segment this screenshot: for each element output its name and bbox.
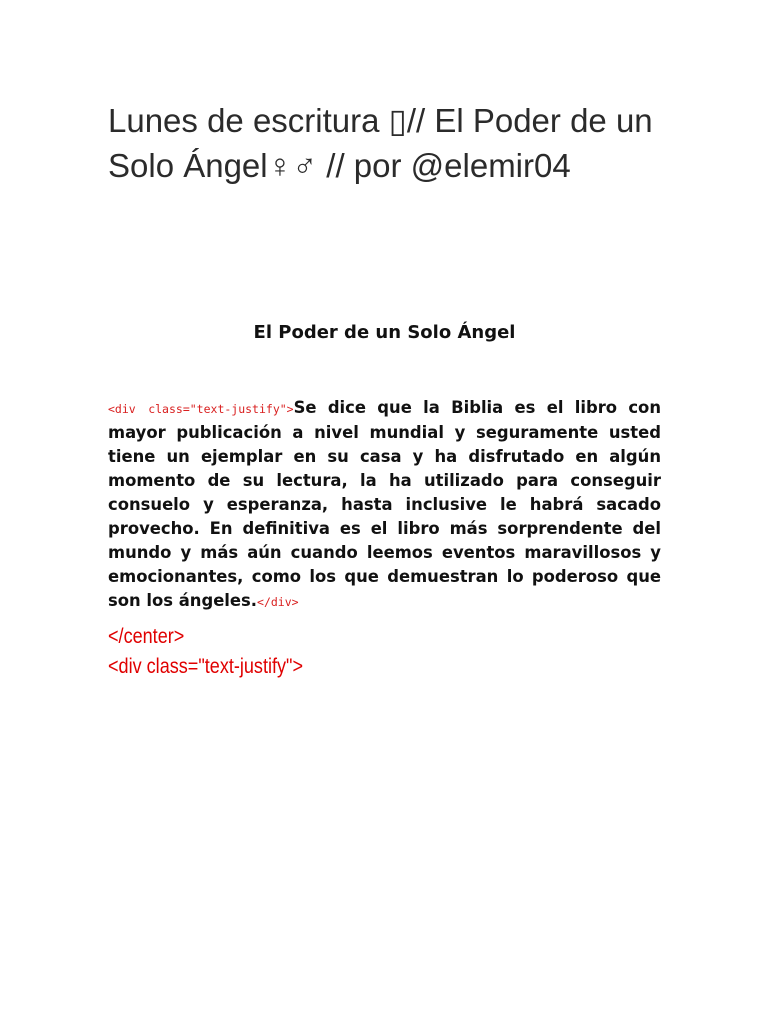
div-close-tag: </div> [257, 595, 299, 609]
paragraph-text: Se dice que la Biblia es el libro con mayor publicación a nivel mundial y seguramente usted tiene un ejemplar en su casa y ha disfrutado en algún momento de su lectura, la ha utilizado para conseguir consuelo y esperanza, hasta inclusive le habrá sacado provecho. En definitiva es el libro más sorprendente del mundo y más aún cuando leemos eventos maravillosos y emocionantes, como los que demuestran lo poderoso que son los ángeles. [108, 398, 661, 610]
body-paragraph [108, 396, 661, 614]
page-title: Lunes de escritura ▯// El Poder de un Solo Ángel♀♂ // por @elemir04 [108, 102, 653, 184]
raw-center-close-line: </center> [108, 625, 185, 648]
div-open-tag: <div class="text-justify"> [108, 402, 294, 416]
raw-div-open-line: <div class="text-justify"> [108, 655, 304, 678]
raw-html-lines [108, 622, 584, 682]
document-page [108, 98, 661, 678]
section-heading: El Poder de un Solo Ángel [253, 322, 516, 343]
